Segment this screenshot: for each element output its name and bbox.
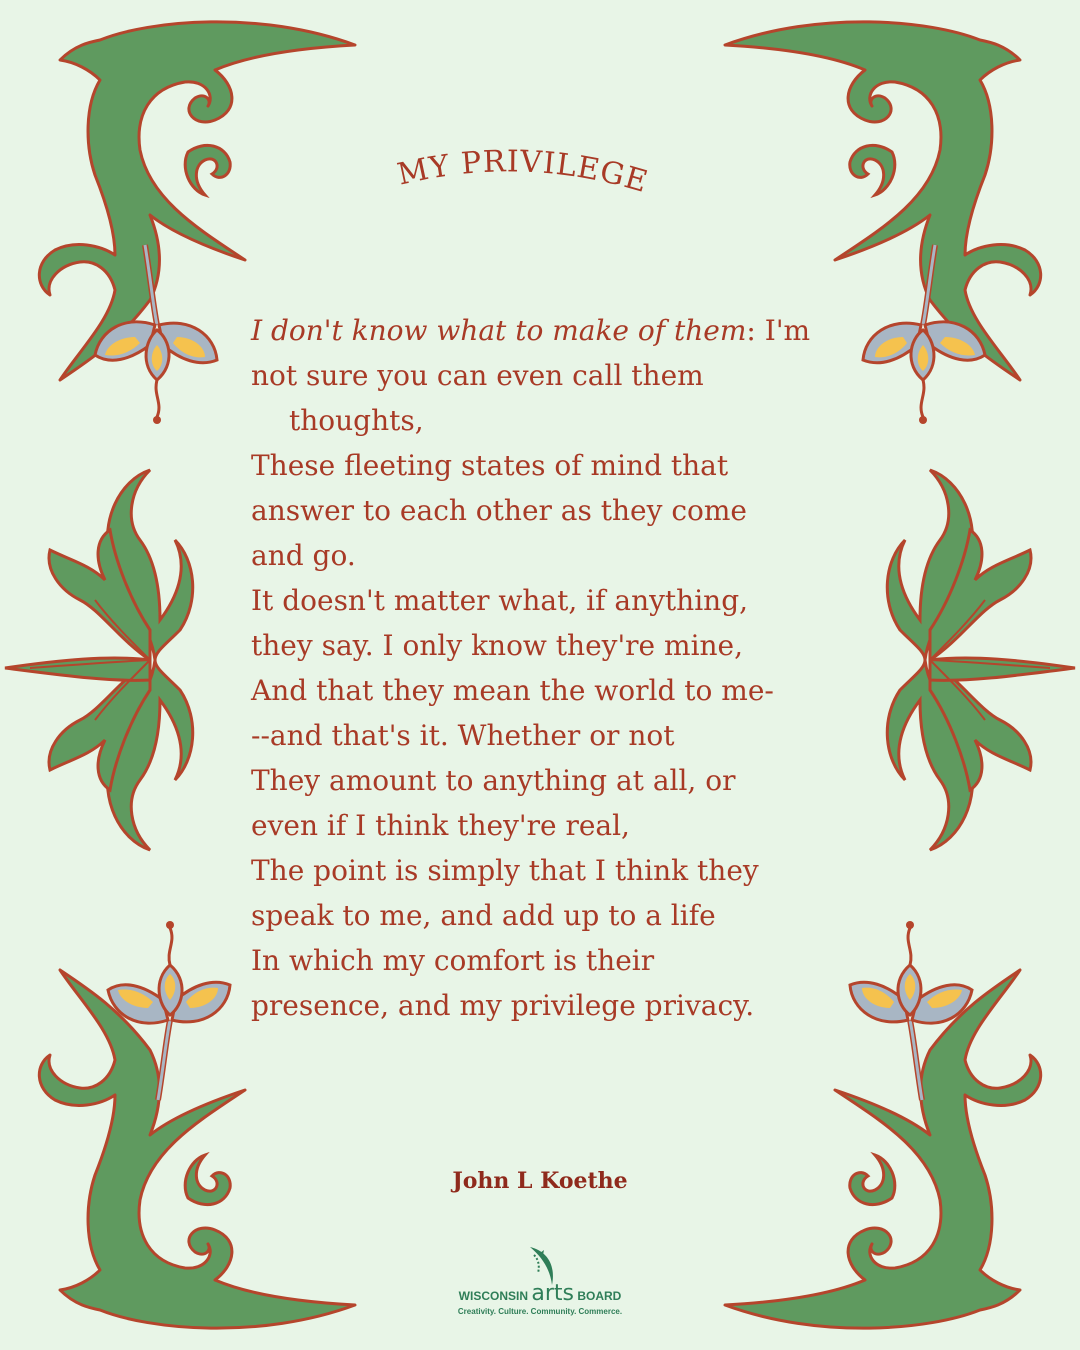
poem-line: presence, and my privilege privacy. [251, 989, 755, 1022]
wisconsin-arts-board-logo [450, 1245, 630, 1325]
logo-wordmark [450, 1281, 630, 1306]
poem-line: It doesn't matter what, if anything, [251, 584, 749, 617]
poem-body [251, 308, 841, 1028]
poem-line: In which my comfort is their [251, 944, 655, 977]
logo-word-middle: arts [531, 1281, 574, 1306]
poem-line: The point is simply that I think they [251, 854, 759, 887]
poem-line: They amount to anything at all, or [251, 764, 736, 797]
poem-opening-phrase: I don't know what to make of them [251, 314, 747, 347]
svg-text:MY PRIVILEGE [394, 144, 652, 200]
poem-line: and go. [251, 539, 356, 572]
logo-word-right: BOARD [577, 1289, 622, 1303]
poem-title [380, 130, 700, 220]
poem-line: thoughts, [289, 404, 424, 437]
side-leaf-right [887, 470, 1075, 850]
poem-line: speak to me, and add up to a life [251, 899, 716, 932]
poem-line [251, 308, 841, 353]
poem-opening-rest: : I'm [746, 314, 811, 347]
poem-line: answer to each other as they come [251, 494, 748, 527]
logo-word-left: WISCONSIN [458, 1289, 529, 1303]
logo-tagline: Creativity. Culture. Community. Commerce. [457, 1307, 623, 1316]
poem-title-text: MY PRIVILEGE [394, 144, 653, 201]
side-leaf-left [5, 470, 193, 850]
poem-line: --and that's it. Whether or not [251, 719, 675, 752]
poem-line: And that they mean the world to me- [251, 674, 774, 707]
poem-author: John L Koethe [452, 1168, 628, 1194]
poem-line: These fleeting states of mind that [251, 449, 729, 482]
poem-line: not sure you can even call them [251, 359, 704, 392]
poem-line: they say. I only know they're mine, [251, 629, 744, 662]
poem-line: even if I think they're real, [251, 809, 630, 842]
